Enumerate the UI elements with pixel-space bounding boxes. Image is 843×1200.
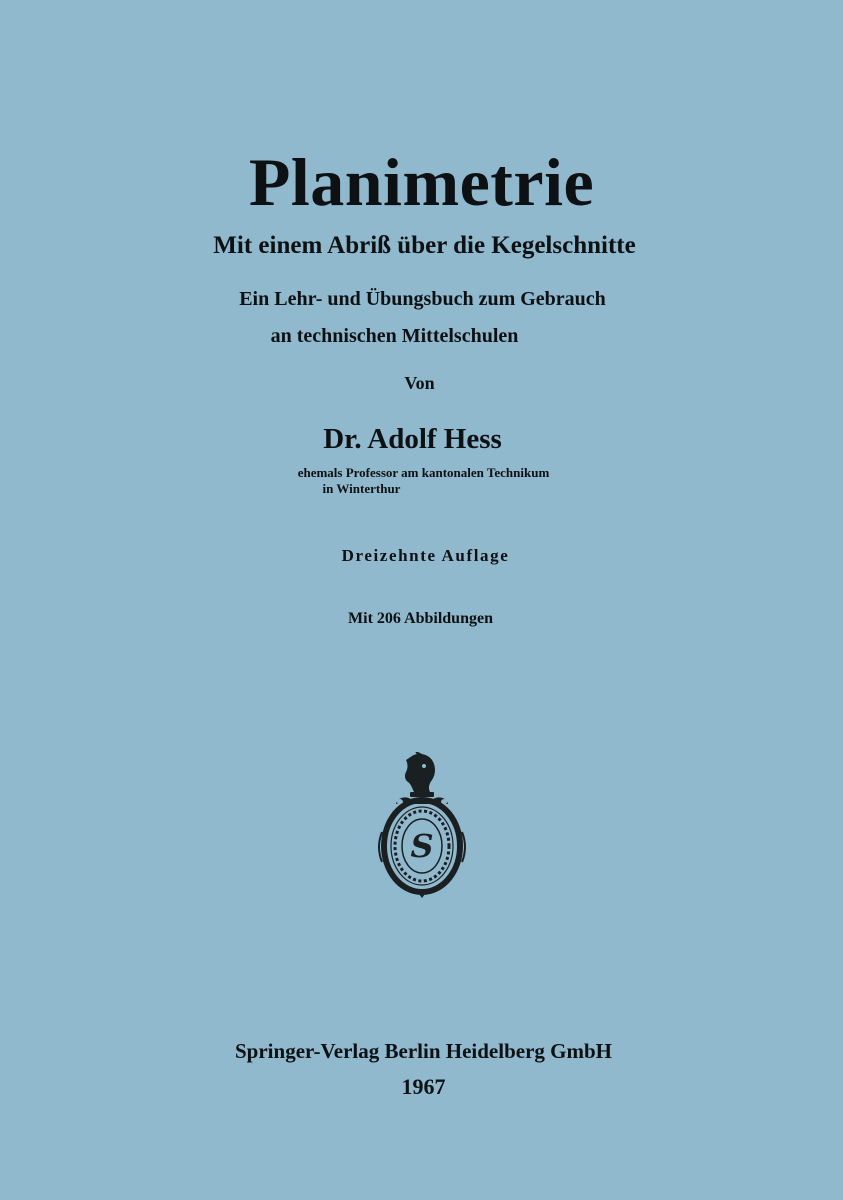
description-line-2: an technischen Mittelschulen [270, 325, 519, 347]
by-label: Von [404, 373, 435, 393]
description-line-1: Ein Lehr- und Übungsbuch zum Gebrauch [239, 288, 606, 310]
author-affiliation-line-2: in Winterthur [322, 481, 401, 496]
publisher-name: Springer-Verlag Berlin Heidelberg GmbH [235, 1039, 612, 1063]
logo-monogram: S [410, 827, 434, 865]
book-title: Planimetrie [248, 144, 595, 220]
publication-year: 1967 [401, 1074, 446, 1099]
author-name: Dr. Adolf Hess [323, 423, 502, 455]
book-subtitle: Mit einem Abriß über die Kegelschnitte [213, 232, 636, 259]
author-affiliation-line-1: ehemals Professor am kantonalen Technikum [297, 465, 550, 480]
figures-count: Mit 206 Abbildungen [348, 610, 493, 627]
edition-label: Dreizehnte Auflage [341, 546, 510, 565]
springer-knight-emblem-icon [378, 752, 466, 898]
